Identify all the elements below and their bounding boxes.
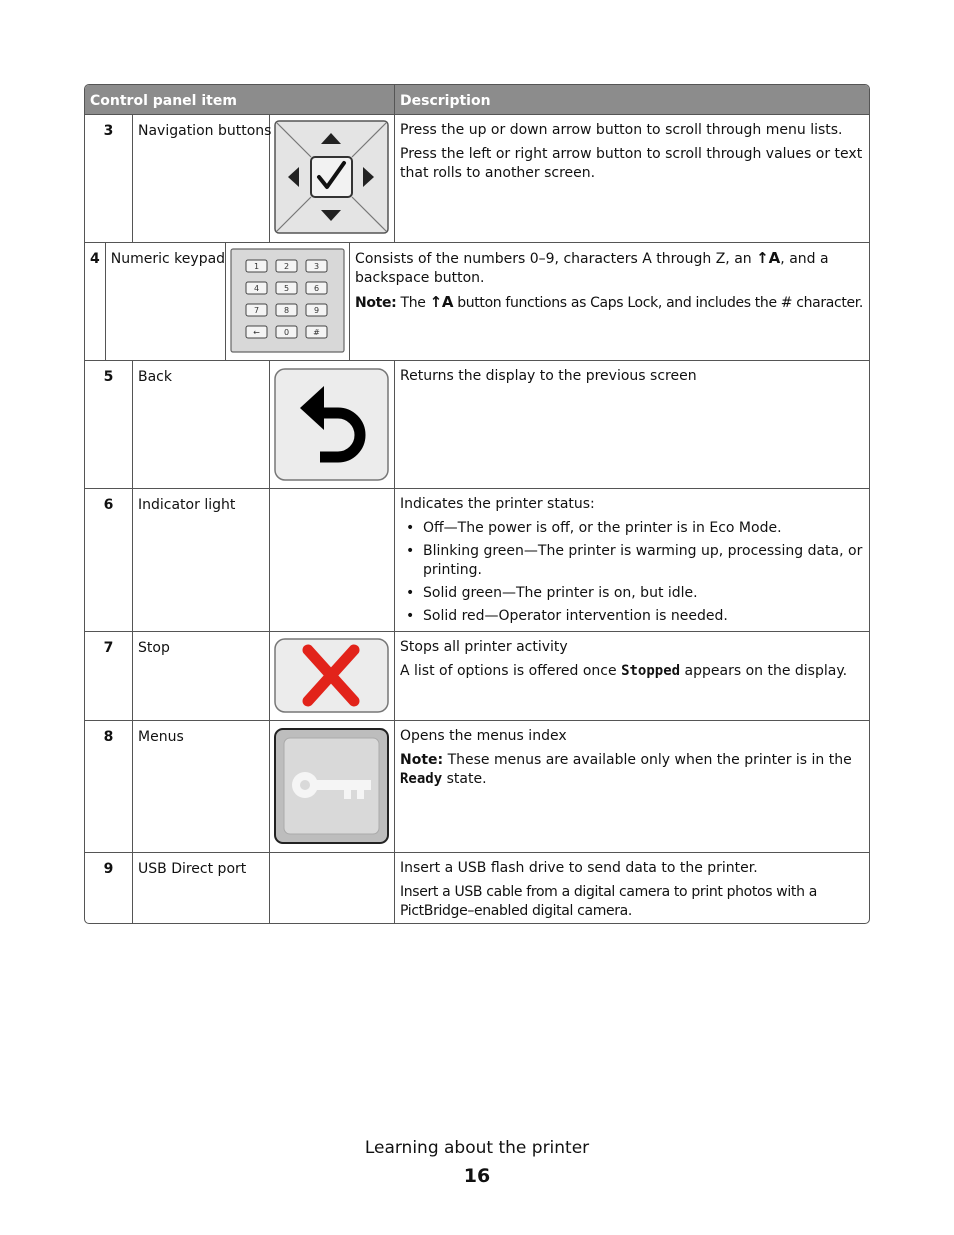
table-row [85,631,869,720]
key-label: 6 [314,284,320,293]
key-label: 2 [284,262,290,271]
row-number: 8 [85,721,133,852]
row-number: 9 [85,853,133,923]
key-label: 5 [284,284,290,293]
display-message-code: Ready [400,771,443,787]
desc-line: Insert a USB flash drive to send data to the printer. [400,860,758,876]
list-item: • Blinking green—The printer is warming up, processing data, or printing. [400,542,863,580]
back-arrow-icon [270,361,395,488]
desc-line: Opens the menus index [400,728,567,744]
desc-note: Note: The ↑A button functions as Caps Lock, and includes the # character. [355,293,863,311]
row-name: Indicator light [133,489,270,631]
row-description [395,721,869,852]
row-number: 5 [85,361,133,488]
row-description [395,853,869,923]
row-description [395,361,869,488]
control-panel-table [84,84,870,924]
row-number: 6 [85,489,133,631]
display-message-code: Stopped [621,663,681,679]
table-row [85,720,869,852]
row-number: 4 [85,243,106,360]
desc-note: Note: These menus are available only when the printer is in the Ready state. [400,752,852,787]
table-row [85,114,869,242]
key-label: ← [253,328,260,337]
footer-section-title: Learning about the printer [364,1138,590,1158]
row-name: Back [133,361,270,488]
row-description [395,632,869,720]
table-row [85,360,869,488]
row-description [395,115,869,242]
row-description [395,489,869,631]
list-item: • Solid green—The printer is on, but idle. [400,584,863,603]
row-name: USB Direct port [133,853,270,923]
header-description: Description [400,93,491,109]
table-header [85,85,869,114]
desc-line: Press the left or right arrow button to scroll through values or text that rolls to another screen. [400,146,863,181]
list-item: • Solid red—Operator intervention is needed. [400,607,863,626]
desc-line: Press the up or down arrow button to scroll through menu lists. [400,122,843,138]
row-name: Stop [133,632,270,720]
key-label: 9 [314,306,320,315]
table-row [85,488,869,631]
header-control-panel-item: Control panel item [85,85,395,114]
desc-line: Stops all printer activity [400,639,568,655]
desc-line: Consists of the numbers 0–9, characters A through Z, an ↑A, and a backspace button. [355,249,829,286]
key-label: # [313,328,320,337]
key-label: 7 [254,306,260,315]
table-row [85,852,869,923]
row-name: Navigation buttons [133,115,270,242]
numeric-keypad-icon [226,243,350,360]
row-name: Menus [133,721,270,852]
desc-line: Returns the display to the previous screen [400,368,697,384]
key-label: 1 [254,262,260,271]
caps-lock-icon: ↑A [429,293,454,311]
caps-lock-icon: ↑A [756,249,781,267]
status-list [400,519,863,626]
row-name: Numeric keypad [106,243,226,360]
desc-line: Insert a USB cable from a digital camera to print photos with a PictBridge–enabled digital camera. [400,884,817,919]
key-label: 8 [284,306,290,315]
row-number: 3 [85,115,133,242]
empty-image-cell [270,489,395,631]
key-icon [270,721,395,852]
empty-image-cell [270,853,395,923]
navigation-buttons-icon [270,115,395,242]
desc-line: A list of options is offered once Stopped appears on the display. [400,663,848,679]
list-item: • Off—The power is off, or the printer is in Eco Mode. [400,519,863,538]
row-number: 7 [85,632,133,720]
table-row [85,242,869,360]
key-label: 3 [314,262,320,271]
stop-x-icon [270,632,395,720]
desc-line: Indicates the printer status: [400,496,595,512]
page-number: 16 [463,1165,491,1187]
key-label: 0 [284,328,290,337]
row-description [350,243,869,360]
key-label: 4 [254,284,260,293]
